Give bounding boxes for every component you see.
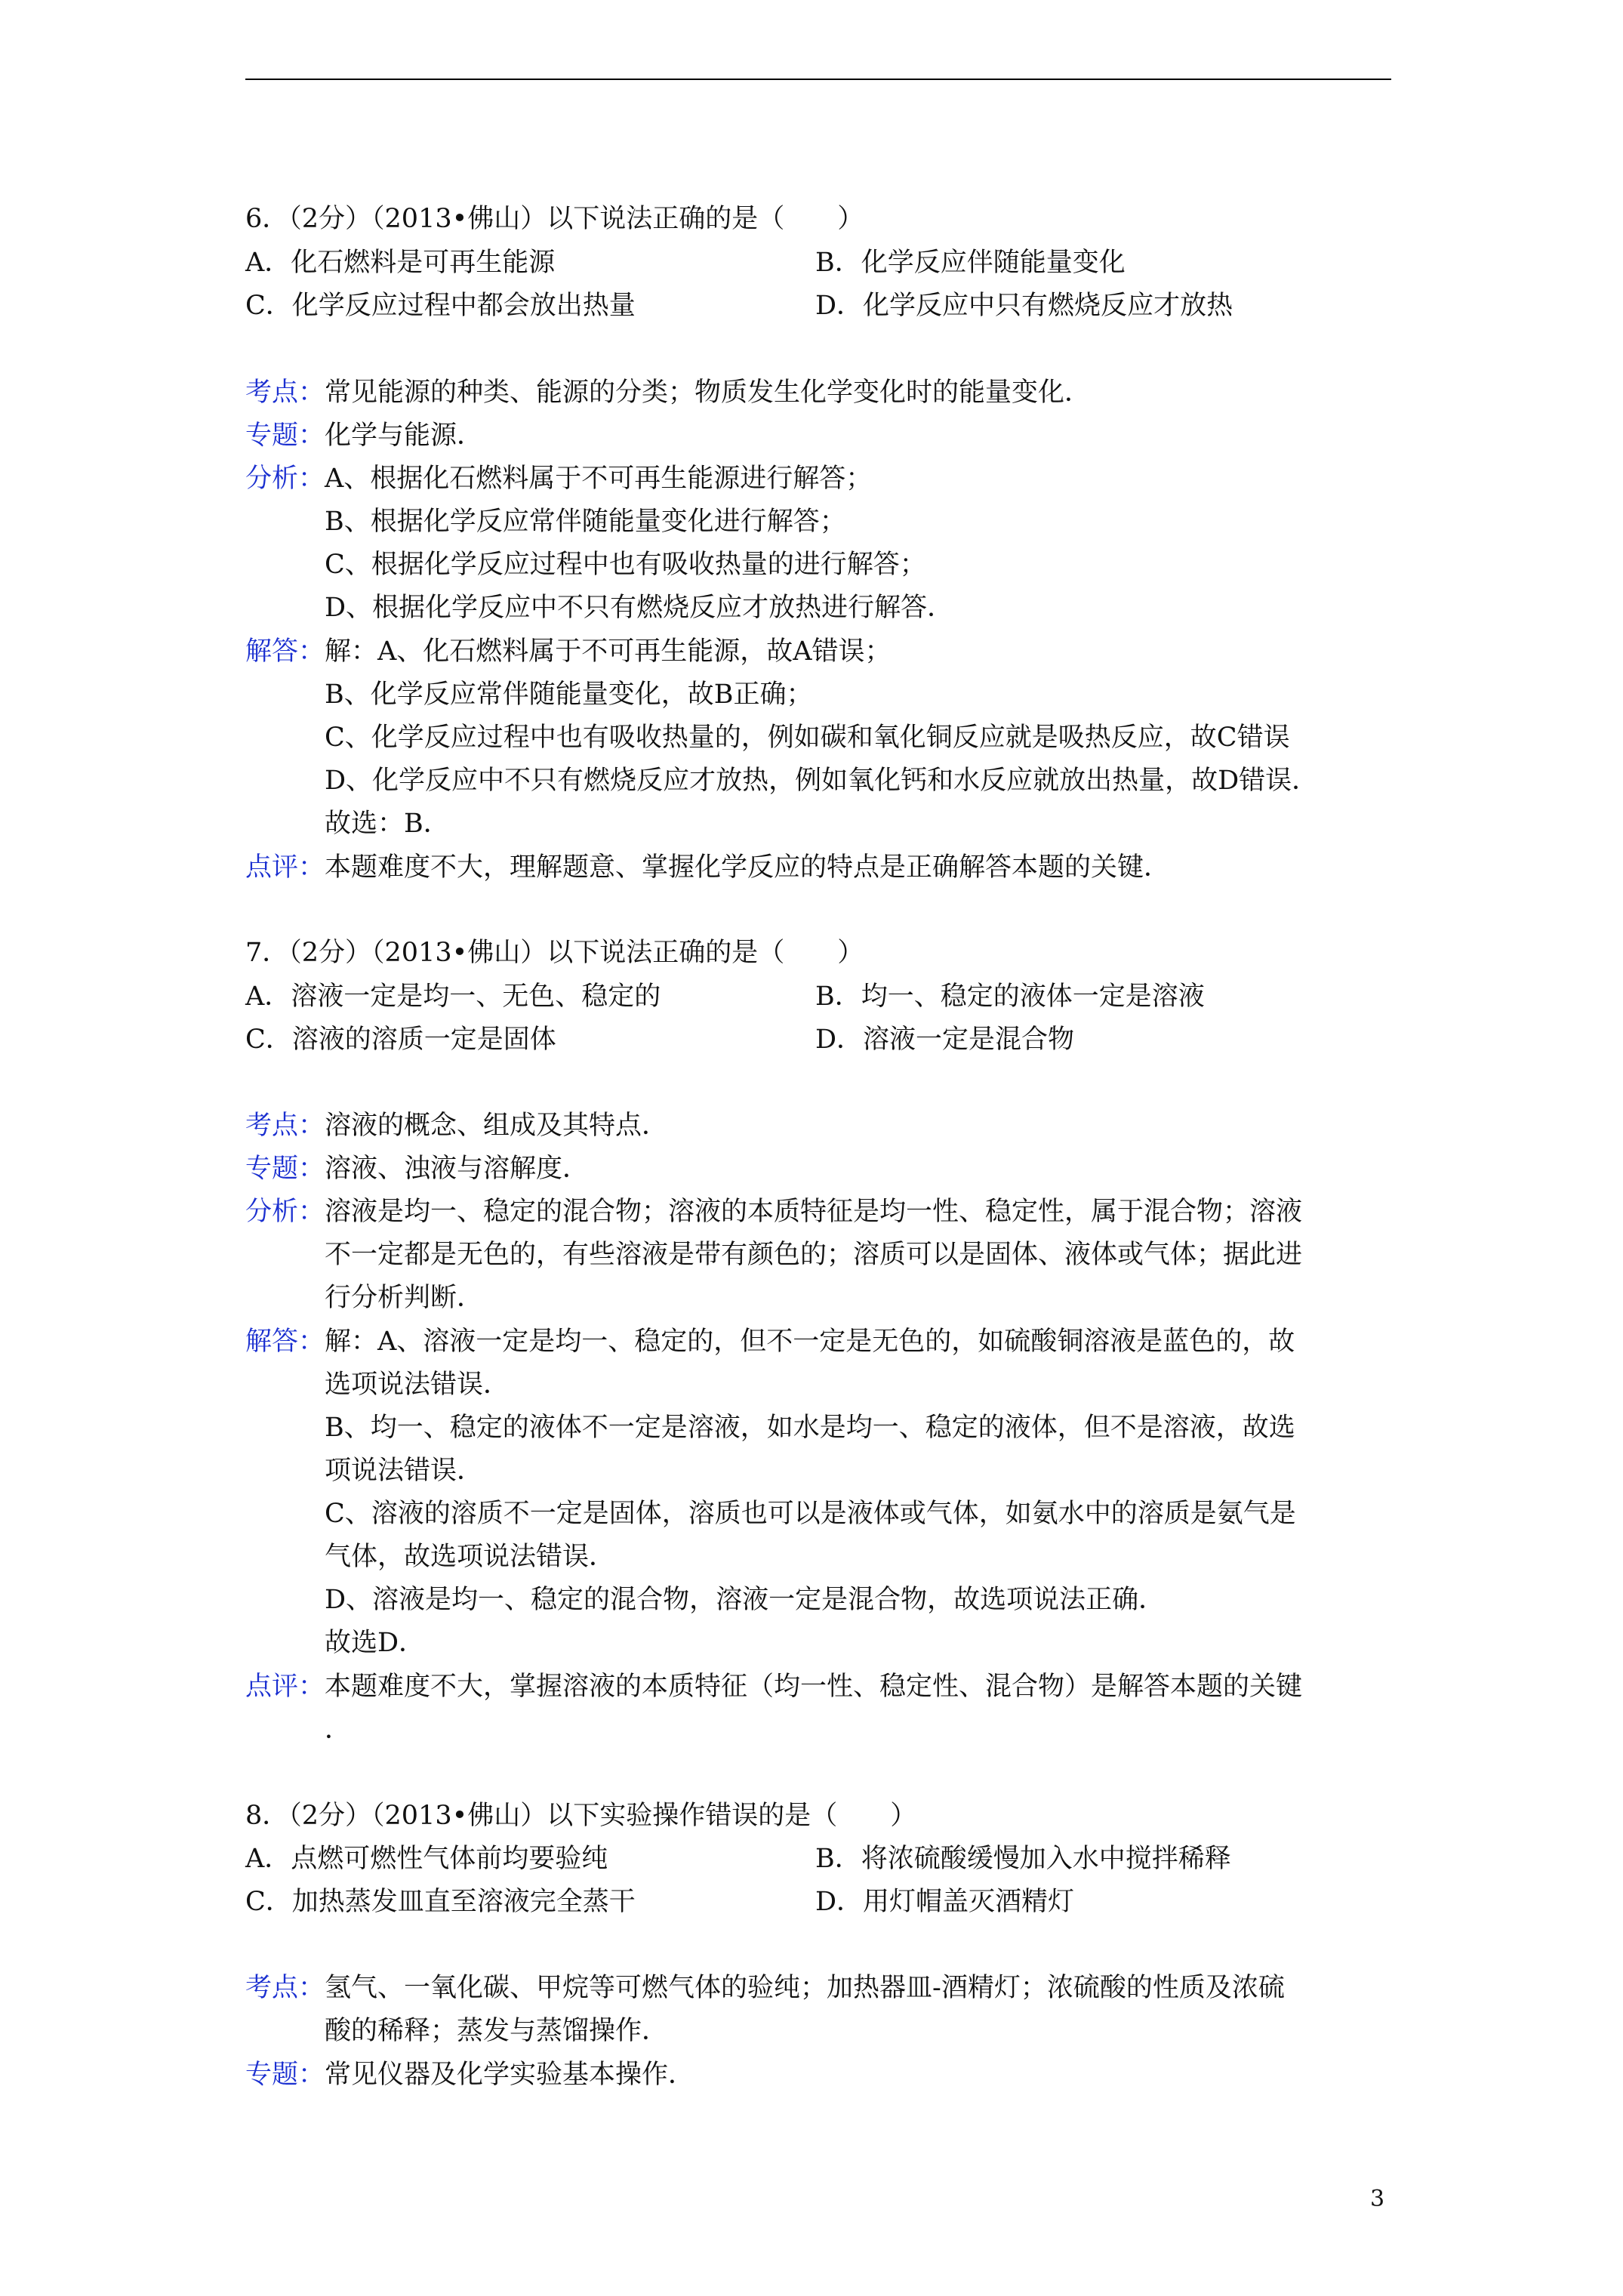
q6-fenxi-line: B、根据化学反应常伴随能量变化进行解答； bbox=[325, 507, 846, 537]
q6-jieda-line: B、化学反应常伴随能量变化，故B正确； bbox=[325, 680, 813, 710]
q7-option-d: D．溶液一定是混合物 bbox=[815, 1025, 1075, 1055]
q6-fenxi-label: 分析： bbox=[245, 464, 325, 494]
q6-kaodian-label: 考点： bbox=[245, 378, 325, 408]
q6-fenxi-line: D、根据化学反应中不只有燃烧反应才放热进行解答． bbox=[325, 593, 954, 623]
q7-jieda-line: 故选D． bbox=[325, 1628, 426, 1658]
q6-jieda-line: 故选：B． bbox=[325, 809, 450, 839]
q7-dianping-label: 点评： bbox=[245, 1672, 325, 1702]
q7-option-b: B．均一、稳定的液体一定是溶液 bbox=[815, 982, 1205, 1012]
q7-dianping-line: ． bbox=[325, 1715, 352, 1745]
q7-jieda-line: 气体，故选项说法错误． bbox=[325, 1542, 616, 1572]
q7-jieda-line: 解：A、溶液一定是均一、稳定的，但不一定是无色的，如硫酸铜溶液是蓝色的，故 bbox=[325, 1327, 1295, 1357]
q6-jieda-line: 解：A、化石燃料属于不可再生能源，故A错误； bbox=[325, 636, 892, 667]
q8-zhuanti: 常见仪器及化学实验基本操作． bbox=[325, 2060, 695, 2090]
q7-dianping-line: 本题难度不大，掌握溶液的本质特征（均一性、稳定性、混合物）是解答本题的关键 bbox=[325, 1672, 1303, 1702]
q6-dianping: 本题难度不大，理解题意、掌握化学反应的特点是正确解答本题的关键． bbox=[325, 852, 1171, 883]
q8-option-d: D．用灯帽盖灭酒精灯 bbox=[815, 1887, 1075, 1917]
q6-stem: 6．（2分）（2013•佛山）以下说法正确的是（ ） bbox=[245, 204, 864, 234]
page-number: 3 bbox=[1370, 2186, 1385, 2212]
q6-option-a: A．化石燃料是可再生能源 bbox=[245, 248, 556, 278]
q7-jieda-line: 选项说法错误． bbox=[325, 1370, 510, 1400]
q7-fenxi-line: 溶液是均一、稳定的混合物；溶液的本质特征是均一性、稳定性，属于混合物；溶液 bbox=[325, 1197, 1303, 1227]
q7-jieda-line: D、溶液是均一、稳定的混合物，溶液一定是混合物，故选项说法正确． bbox=[325, 1585, 1166, 1615]
q7-option-c: C．溶液的溶质一定是固体 bbox=[245, 1025, 556, 1055]
q8-option-c: C．加热蒸发皿直至溶液完全蒸干 bbox=[245, 1887, 636, 1917]
q7-fenxi-line: 行分析判断． bbox=[325, 1283, 484, 1313]
q7-fenxi-label: 分析： bbox=[245, 1197, 325, 1227]
q7-jieda-line: 项说法错误． bbox=[325, 1456, 484, 1486]
q7-option-a: A．溶液一定是均一、无色、稳定的 bbox=[245, 982, 661, 1012]
q8-kaodian-line: 氢气、一氧化碳、甲烷等可燃气体的验纯；加热器皿-酒精灯；浓硫酸的性质及浓硫 bbox=[325, 1973, 1285, 2003]
q6-option-c: C．化学反应过程中都会放出热量 bbox=[245, 291, 636, 321]
q7-fenxi-line: 不一定都是无色的，有些溶液是带有颜色的；溶质可以是固体、液体或气体；据此进 bbox=[325, 1240, 1303, 1270]
q7-kaodian-label: 考点： bbox=[245, 1111, 325, 1141]
q6-dianping-label: 点评： bbox=[245, 852, 325, 883]
q6-fenxi-line: A、根据化石燃料属于不可再生能源进行解答； bbox=[325, 464, 873, 494]
q7-kaodian: 溶液的概念、组成及其特点． bbox=[325, 1111, 669, 1141]
q8-kaodian-line: 酸的稀释；蒸发与蒸馏操作． bbox=[325, 2016, 669, 2046]
q8-kaodian-label: 考点： bbox=[245, 1973, 325, 2003]
q6-option-d: D．化学反应中只有燃烧反应才放热 bbox=[815, 291, 1233, 321]
q6-zhuanti-label: 专题： bbox=[245, 421, 325, 451]
q8-option-a: A．点燃可燃性气体前均要验纯 bbox=[245, 1844, 608, 1874]
q6-jieda-label: 解答： bbox=[245, 636, 325, 667]
q7-stem: 7．（2分）（2013•佛山）以下说法正确的是（ ） bbox=[245, 938, 864, 968]
q7-jieda-label: 解答： bbox=[245, 1327, 325, 1357]
q8-stem: 8．（2分）（2013•佛山）以下实验操作错误的是（ ） bbox=[245, 1801, 917, 1831]
q6-fenxi-line: C、根据化学反应过程中也有吸收热量的进行解答； bbox=[325, 550, 926, 580]
q7-jieda-line: B、均一、稳定的液体不一定是溶液，如水是均一、稳定的液体，但不是溶液，故选 bbox=[325, 1413, 1295, 1443]
q6-jieda-line: D、化学反应中不只有燃烧反应才放热，例如氧化钙和水反应就放出热量，故D错误． bbox=[325, 766, 1319, 796]
q7-zhuanti-label: 专题： bbox=[245, 1154, 325, 1184]
header-rule bbox=[245, 79, 1391, 80]
q7-jieda-line: C、溶液的溶质不一定是固体，溶质也可以是液体或气体，如氨水中的溶质是氨气是 bbox=[325, 1499, 1296, 1529]
q6-kaodian: 常见能源的种类、能源的分类；物质发生化学变化时的能量变化． bbox=[325, 378, 1092, 408]
q7-zhuanti: 溶液、浊液与溶解度． bbox=[325, 1154, 590, 1184]
q8-option-b: B．将浓硫酸缓慢加入水中搅拌稀释 bbox=[815, 1844, 1231, 1874]
q6-option-b: B．化学反应伴随能量变化 bbox=[815, 248, 1126, 278]
q6-zhuanti: 化学与能源． bbox=[325, 421, 484, 451]
q6-jieda-line: C、化学反应过程中也有吸收热量的，例如碳和氧化铜反应就是吸热反应，故C错误 bbox=[325, 723, 1290, 753]
q8-zhuanti-label: 专题： bbox=[245, 2060, 325, 2090]
